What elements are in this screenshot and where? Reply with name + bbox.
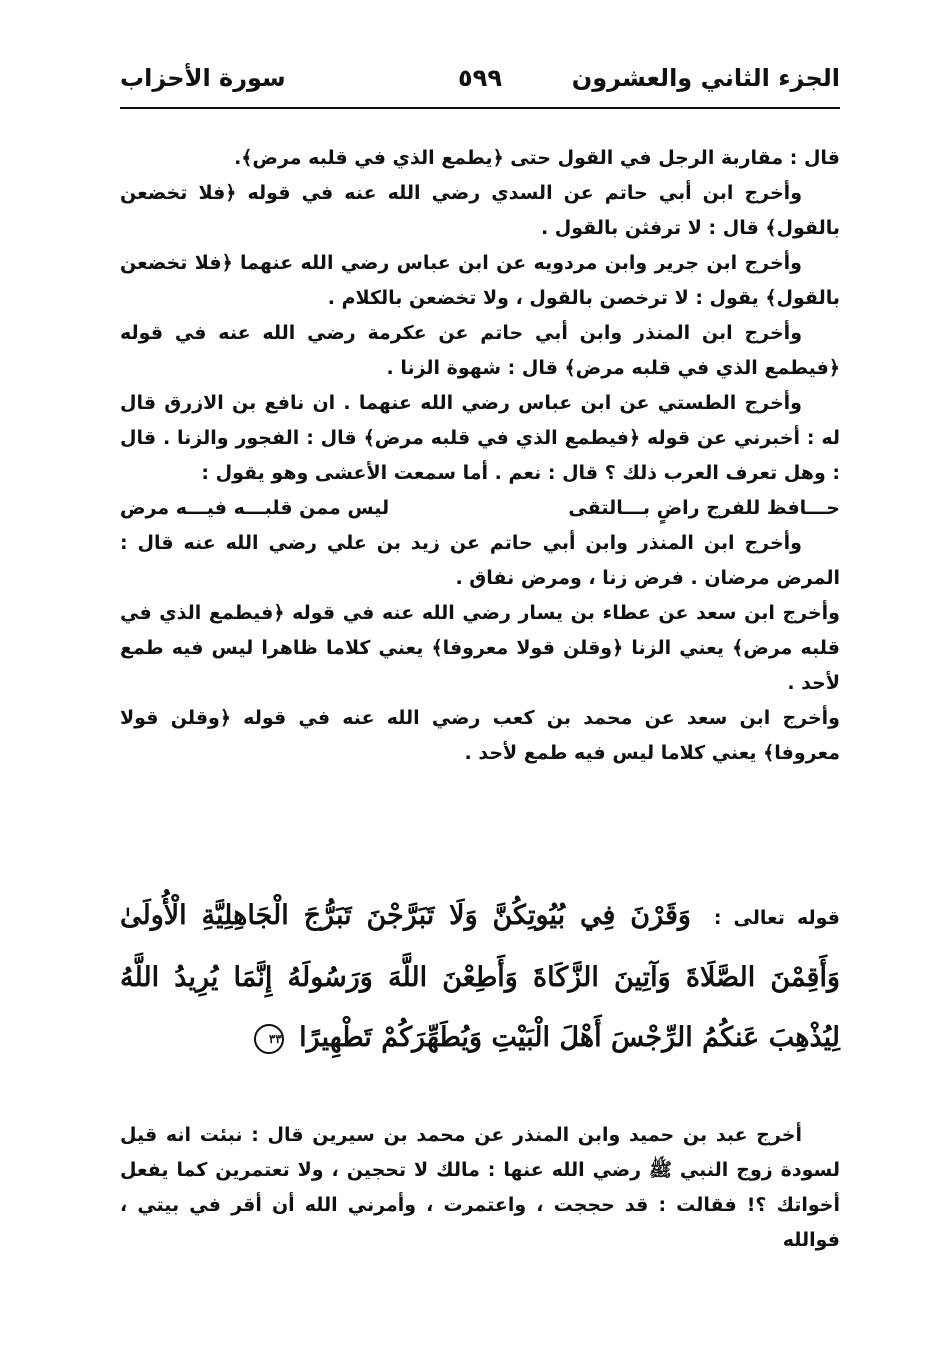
paragraph-2: وأخرج ابن أبي حاتم عن السدي رضي الله عنه في قوله ﴿فلا تخضعن بالقول﴾ قال : لا ترفثن بالقول . <box>120 182 840 239</box>
paragraph-8: وأخرج ابن سعد عن محمد بن كعب رضي الله عنه في قوله ﴿وقلن قولا معروفا﴾ يعني كلاما ليس فيه طمع لأحد . <box>120 707 840 764</box>
quran-verse-block <box>120 886 840 1068</box>
poetry-verse <box>120 491 840 526</box>
paragraph-6: وأخرج ابن المنذر وابن أبي حاتم عن زيد بن علي رضي الله عنه قال : المرض مرضان . فرض زنا ، ومرض نفاق . <box>120 532 840 589</box>
header-rule <box>120 107 840 109</box>
page-number: ٥٩٩ <box>458 64 502 92</box>
paragraph-9: أخرج عبد بن حميد وابن المنذر عن محمد بن سيرين قال : نبئت انه قيل لسودة زوج النبي ﷺ رضي الله عنها : مالك لا تحجين ، ولا تعتمرين كما يفعل أخواتك ؟! فقالت : قد حججت ، واعتمرت ، وأمرني الله أن أقر في بيتي ، فوالله <box>120 1124 840 1251</box>
paragraph-3: وأخرج ابن جرير وابن مردويه عن ابن عباس رضي الله عنهما ﴿فلا تخضعن بالقول﴾ يقول : لا ترخصن بالقول ، ولا تخضعن بالكلام . <box>120 252 840 309</box>
surah-title: سورة الأحزاب <box>120 64 286 92</box>
commentary-block-1 <box>120 141 840 771</box>
verse-hemistich-1: حـــافظ للفرج راضٍ بـــالتقى <box>568 497 840 519</box>
quran-verse-text: وَقَرْنَ فِي بُيُوتِكُنَّ وَلَا تَبَرَّجْنَ تَبَرُّجَ الْجَاهِلِيَّةِ الْأُولَىٰ وَأَقِمْنَ الصَّلَاةَ وَآتِينَ الزَّكَاةَ وَأَطِعْنَ اللَّهَ وَرَسُولَهُ إِنَّمَا يُرِيدُ اللَّهُ لِيُذْهِبَ عَنكُمُ الرِّجْسَ أَهْلَ الْبَيْتِ وَيُطَهِّرَكُمْ تَطْهِيرًا <box>120 900 840 1053</box>
paragraph-4: وأخرج ابن المنذر وابن أبي حاتم عن عكرمة رضي الله عنه في قوله ﴿فيطمع الذي في قلبه مرض﴾ قال : شهوة الزنا . <box>120 322 840 379</box>
page-header <box>120 58 840 98</box>
paragraph-1: قال : مقاربة الرجل في القول حتى ﴿يطمع الذي في قلبه مرض﴾. <box>234 147 840 169</box>
paragraph-5: وأخرج الطستي عن ابن عباس رضي الله عنهما . ان نافع بن الازرق قال له : أخبرني عن قوله ﴿فيطمع الذي في قلبه مرض﴾ قال : الفجور والزنا . قال : وهل تعرف العرب ذلك ؟ قال : نعم . أما سمعت الأعشى وهو يقول : <box>120 392 840 484</box>
commentary-block-2 <box>120 1118 840 1258</box>
ayah-end-marker-icon: ٣٣ <box>254 1024 284 1054</box>
verse-hemistich-2: ليس ممن قلبـــه فيـــه مرض <box>120 497 390 519</box>
paragraph-7: وأخرج ابن سعد عن عطاء بن يسار رضي الله عنه في قوله ﴿فيطمع الذي في قلبه مرض﴾ يعني الزنا ﴿وقلن قولا معروفا﴾ يعني كلاما ظاهرا ليس فيه طمع لأحد . <box>120 602 840 694</box>
quran-verse-label: قوله تعالى : <box>713 907 840 929</box>
part-title: الجزء الثاني والعشرون <box>571 64 840 92</box>
